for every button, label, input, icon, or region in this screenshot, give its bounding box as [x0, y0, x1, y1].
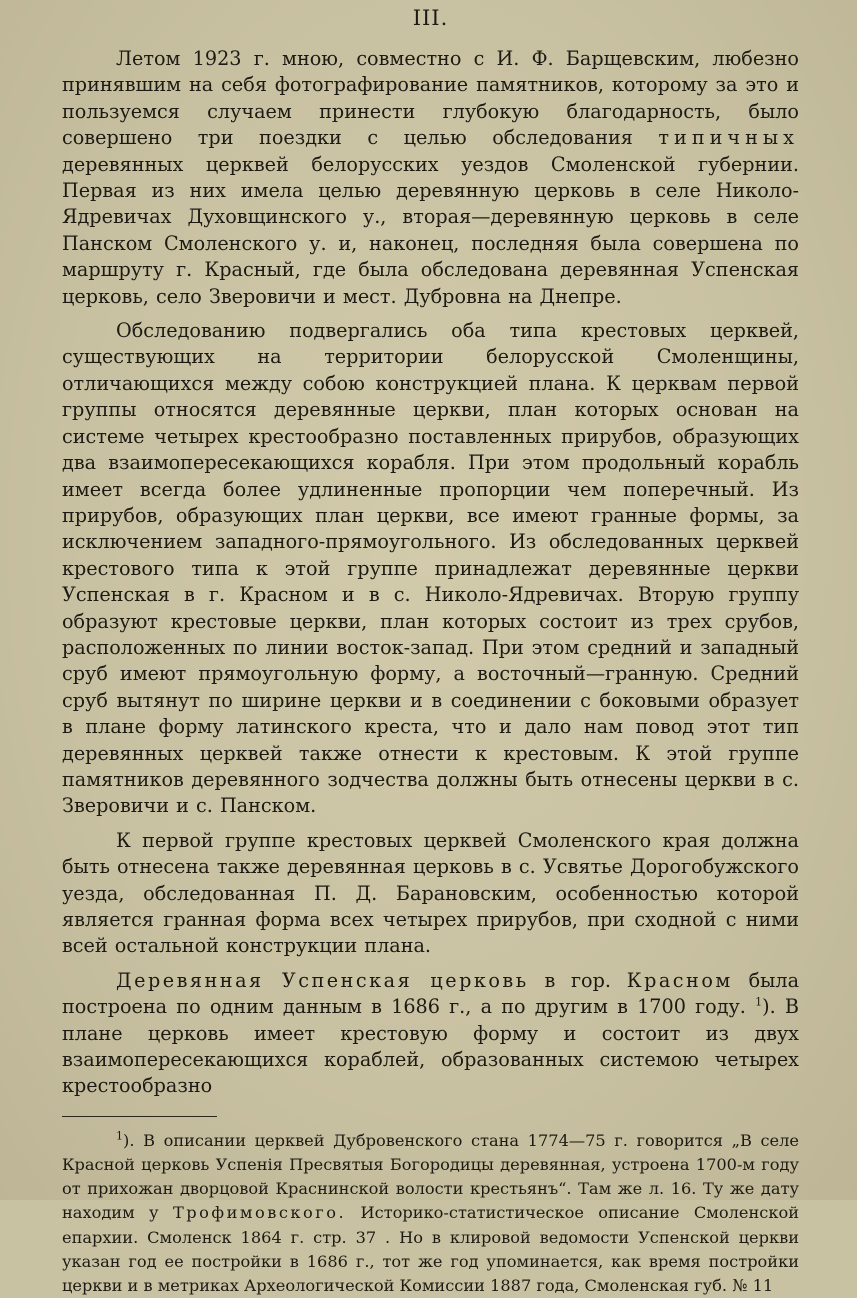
footnote-reference[interactable]: 1	[755, 995, 763, 1009]
footnote-text-2: Историко-статистическое описание Смоленской епархии. Смоленск 1864 г. стр. 37 . Но в клировой ведомости Успенской церкви указан год ее постройки в 1686 г., тот же год упоминается, как время постройки церкви и в метриках Археологической Комиссии 1887 года, Смоленская губ. № 11	[62, 1203, 799, 1296]
paragraph-2: Обследованию подвергались оба типа крестовых церквей, существующих на территории белорусской Смоленщины, отличающихся между собою конструкцией плана. К церквам первой группы относятся деревянные церкви, план которых основан на системе четырех крестообразно поставленных прирубов, образующих два взаимопересекающихся корабля. При этом продольный корабль имеет всегда более удлиненные пропорции чем поперечный. Из прирубов, образующих план церкви, все имеют гранные формы, за исключением западного-прямоугольного. Из обследованных церквей крестового типа к этой группе принадлежат деревянные церкви Успенская в г. Красном и в с. Николо-Ядревичах. Вторую группу образуют крестовые церкви, план которых состоит из трех срубов, расположенных по линии восток-запад. При этом средний и западный сруб имеют прямоугольную форму, а восточный—гранную. Средний сруб вытянут по ширине церкви и в соединении с боковыми образует в плане форму латинского креста, что и дало нам повод этот тип деревянных церквей также отнести к крестовым. К этой группе памятников деревянного зодчества должны быть отнесены церкви в с. Зверовичи и с. Панском.	[62, 319, 799, 818]
paragraph-3: К первой группе крестовых церквей Смоленского края должна быть отнесена также деревянная церковь в с. Усвятье Дорогобужского уезда, обследованная П. Д. Барановским, особенностью которой является гранная форма всех четырех прирубов, при сходной с ними всей остальной конструкции плана.	[62, 828, 799, 958]
footnote-divider	[62, 1116, 217, 1117]
emphasized-church-name: Деревянная Успенская церковь	[116, 968, 529, 992]
paragraph-4	[62, 968, 799, 1100]
paragraph-1-text: Летом 1923 г. мною, совместно с И. Ф. Барщевским, любезно принявшим на себя фотографирование памятников, которому за это и пользуемся случаем принести глубокую благодарность, было совершено три поездки с целью обследования	[62, 47, 799, 150]
footnote-author: Трофимовского.	[173, 1203, 347, 1223]
paragraph-4-mid: в гор.	[544, 968, 611, 992]
emphasized-word: типичных	[658, 126, 799, 150]
paragraph-4-end: ). В плане церковь имеет крестовую форму и состоит из двух взаимопересекающихся кораблей, образованных системою четырех крестообразно	[62, 995, 799, 1098]
paragraph-1-tail: деревянных церквей белорусских уездов Смоленской губернии. Первая из них имела целью деревянную церковь в селе Николо-Ядревичах Духовщинского у., вторая—деревянную церковь в селе Панском Смоленского у. и, наконец, последняя была совершена по маршруту г. Красный, где была обследована деревянная Успенская церковь, село Зверовичи и мест. Дубровна на Днепре.	[62, 152, 799, 308]
footnote-text-1: ). В описании церквей Дубровенского стана 1774—75 г. говорится „В селе Красной церковь Успенія Пресвятыя Богородицы деревянная, устроена 1700-м году от прихожан дворцовой Краснинской волости крестьянъ“. Там же л. 16. Ту же дату находим у	[62, 1130, 799, 1223]
paragraph-4-tail: была построена по одним данным в 1686 г., а по другим в 1700 году.	[62, 968, 800, 1019]
footnote-1	[62, 1129, 799, 1298]
footnote-marker: 1	[116, 1129, 123, 1143]
paragraph-1	[62, 46, 799, 310]
emphasized-town-name: Красном	[626, 968, 733, 992]
section-number: III.	[412, 6, 449, 30]
